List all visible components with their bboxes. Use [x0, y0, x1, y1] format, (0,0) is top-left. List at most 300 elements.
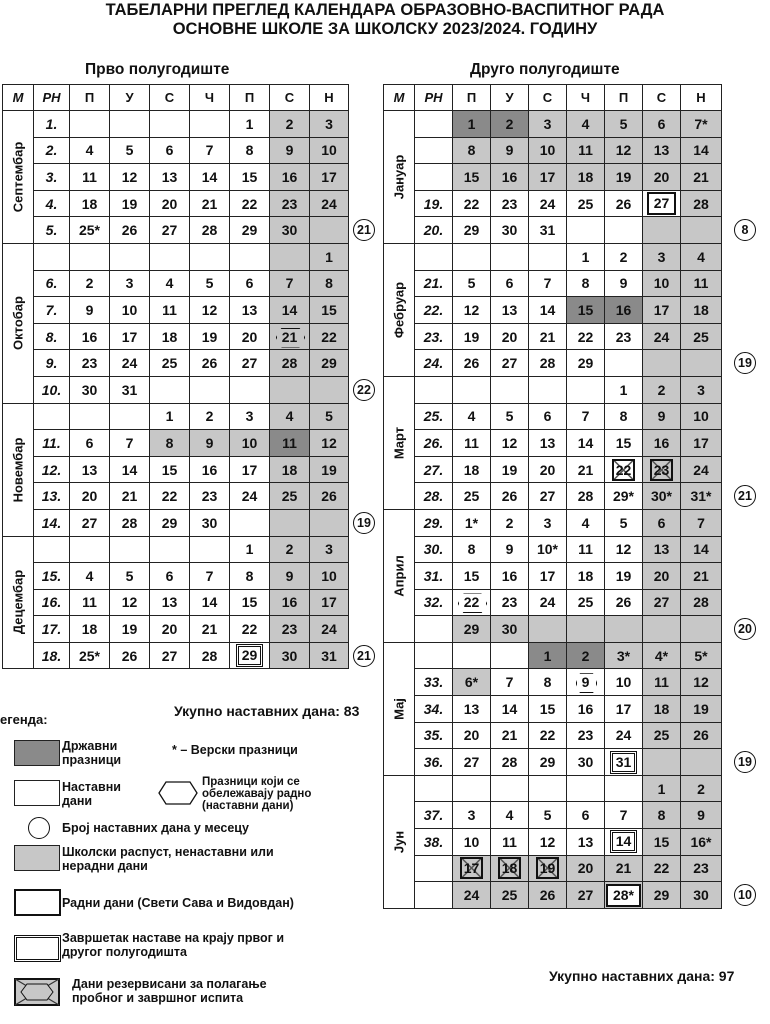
week-number: 24.	[415, 350, 453, 377]
month-cell	[384, 775, 415, 908]
day-cell	[567, 616, 605, 643]
day-number: 18	[498, 857, 522, 879]
day-cell: 8	[567, 270, 605, 297]
day-cell: 25	[453, 483, 491, 510]
day-cell: 11	[491, 829, 529, 856]
day-cell	[491, 855, 529, 882]
day-cell	[110, 536, 150, 563]
day-cell: 4	[70, 563, 110, 590]
day-cell: 30	[270, 642, 310, 669]
day-cell: 18	[643, 696, 681, 723]
day-cell: 12	[110, 589, 150, 616]
legend-exam-icon	[14, 978, 60, 1006]
week-number	[415, 137, 453, 164]
day-cell: 3	[529, 111, 567, 138]
day-cell: 19	[310, 456, 349, 483]
day-cell: 16	[190, 456, 230, 483]
legend-teaching-swatch	[14, 780, 60, 806]
day-cell: 25	[643, 722, 681, 749]
header-3: У	[491, 85, 529, 111]
week-number: 16.	[34, 589, 70, 616]
week-number: 11.	[34, 430, 70, 457]
week-number: 10.	[34, 376, 70, 403]
legend-circle-text: Број наставних дана у месецу	[62, 821, 249, 835]
day-cell: 26	[453, 350, 491, 377]
day-cell: 19	[681, 696, 722, 723]
day-cell: 26	[529, 882, 567, 909]
day-cell: 8	[529, 669, 567, 696]
day-cell: 1	[310, 243, 349, 270]
day-cell: 6	[70, 430, 110, 457]
day-cell: 26	[491, 483, 529, 510]
day-cell: 20	[529, 456, 567, 483]
day-cell: 22	[150, 483, 190, 510]
day-cell: 24	[230, 483, 270, 510]
day-cell: 4	[70, 137, 110, 164]
day-cell: 6	[491, 270, 529, 297]
week-number	[415, 775, 453, 802]
day-cell: 13	[643, 137, 681, 164]
day-number: 21	[276, 327, 304, 347]
day-cell: 1*	[453, 509, 491, 536]
day-cell: 18	[681, 297, 722, 324]
day-cell	[270, 243, 310, 270]
day-cell: 7	[567, 403, 605, 430]
day-cell: 29	[230, 217, 270, 244]
header-1: РН	[34, 85, 70, 111]
day-cell	[567, 376, 605, 403]
day-cell: 19	[110, 190, 150, 217]
header-8: Н	[681, 85, 722, 111]
day-cell: 10	[453, 829, 491, 856]
day-cell: 11	[453, 430, 491, 457]
day-cell: 22	[567, 323, 605, 350]
day-cell: 8	[643, 802, 681, 829]
month-cell	[384, 376, 415, 509]
day-cell: 2	[605, 243, 643, 270]
semester-2-total: Укупно наставних дана: 97	[549, 968, 735, 984]
day-cell: 23	[681, 855, 722, 882]
week-number: 21.	[415, 270, 453, 297]
day-cell: 13	[567, 829, 605, 856]
day-cell: 30	[70, 376, 110, 403]
header-8: Н	[310, 85, 349, 111]
day-number: 9	[576, 672, 596, 692]
day-cell: 23	[270, 190, 310, 217]
day-cell: 6	[529, 403, 567, 430]
page-title-line-1: ТАБЕЛАРНИ ПРЕГЛЕД КАЛЕНДАРА ОБРАЗОВНО-ВАСПИТНОГ РАДА	[105, 1, 665, 19]
day-cell	[230, 642, 270, 669]
day-cell: 19	[605, 164, 643, 191]
week-number: 25.	[415, 403, 453, 430]
day-cell: 20	[150, 190, 190, 217]
day-cell	[643, 456, 681, 483]
week-number: 1.	[34, 111, 70, 138]
day-cell: 17	[529, 164, 567, 191]
day-cell: 21	[681, 164, 722, 191]
day-cell: 1	[150, 403, 190, 430]
day-cell	[110, 243, 150, 270]
week-number	[34, 403, 70, 430]
month-cell	[3, 111, 34, 244]
day-cell: 30	[491, 616, 529, 643]
day-cell: 1	[605, 376, 643, 403]
day-cell: 8	[230, 563, 270, 590]
day-cell: 5	[605, 111, 643, 138]
day-cell: 25	[150, 350, 190, 377]
day-cell	[190, 536, 230, 563]
day-cell: 11	[567, 536, 605, 563]
week-number: 20.	[415, 217, 453, 244]
day-cell	[453, 642, 491, 669]
header-4: С	[529, 85, 567, 111]
day-cell: 8	[230, 137, 270, 164]
day-cell	[681, 350, 722, 377]
day-cell: 24	[110, 350, 150, 377]
week-number: 28.	[415, 483, 453, 510]
day-cell: 3	[110, 270, 150, 297]
day-cell: 28	[190, 642, 230, 669]
day-cell: 27	[150, 217, 190, 244]
day-cell: 21	[681, 563, 722, 590]
legend-workdays-swatch	[14, 889, 61, 916]
legend-hexagon-text: Празници који се обележавају радно (наставни дани)	[202, 776, 312, 812]
day-cell: 13	[150, 589, 190, 616]
week-number: 36.	[415, 749, 453, 776]
week-number: 30.	[415, 536, 453, 563]
day-cell: 22	[230, 190, 270, 217]
day-cell: 6	[150, 563, 190, 590]
header-6: П	[230, 85, 270, 111]
day-cell: 11	[270, 430, 310, 457]
day-cell: 29	[453, 616, 491, 643]
week-number	[415, 882, 453, 909]
week-number	[415, 243, 453, 270]
day-cell: 15	[230, 164, 270, 191]
day-cell: 29	[643, 882, 681, 909]
month-name: Мај	[391, 697, 407, 720]
day-cell: 30	[681, 882, 722, 909]
month-day-count: 21	[734, 485, 756, 507]
day-cell	[453, 855, 491, 882]
day-cell: 16	[270, 589, 310, 616]
day-cell: 4	[567, 509, 605, 536]
week-number: 12.	[34, 456, 70, 483]
day-cell: 25*	[70, 217, 110, 244]
day-cell	[230, 509, 270, 536]
day-cell: 11	[70, 589, 110, 616]
day-cell: 29*	[605, 483, 643, 510]
day-cell: 5	[491, 403, 529, 430]
day-cell	[453, 243, 491, 270]
header-2: П	[70, 85, 110, 111]
month-day-count: 20	[734, 618, 756, 640]
day-cell: 18	[567, 164, 605, 191]
day-cell: 5	[605, 509, 643, 536]
day-cell: 7	[529, 270, 567, 297]
week-number: 8.	[34, 323, 70, 350]
day-cell: 4	[150, 270, 190, 297]
day-cell: 14	[190, 589, 230, 616]
day-cell: 14	[190, 164, 230, 191]
day-cell: 12	[491, 430, 529, 457]
day-cell: 25	[567, 589, 605, 616]
day-cell: 16	[70, 323, 110, 350]
day-cell: 21	[605, 855, 643, 882]
month-cell	[3, 536, 34, 669]
day-cell: 7	[190, 137, 230, 164]
day-cell: 24	[453, 882, 491, 909]
day-cell: 12	[310, 430, 349, 457]
day-cell: 11	[70, 164, 110, 191]
day-cell: 24	[310, 190, 349, 217]
header-5: Ч	[190, 85, 230, 111]
day-cell: 9	[491, 536, 529, 563]
day-cell: 6	[643, 509, 681, 536]
day-cell	[70, 536, 110, 563]
month-day-count: 8	[734, 219, 756, 241]
month-day-count: 21	[353, 645, 375, 667]
day-cell: 1	[643, 775, 681, 802]
day-cell	[453, 589, 491, 616]
day-cell: 14	[681, 137, 722, 164]
day-cell: 17	[310, 164, 349, 191]
day-cell: 1	[230, 111, 270, 138]
day-cell: 3	[310, 536, 349, 563]
day-cell: 17	[529, 563, 567, 590]
day-cell: 8	[453, 536, 491, 563]
legend-holiday-swatch	[14, 845, 60, 871]
day-cell	[643, 616, 681, 643]
day-cell: 14	[529, 297, 567, 324]
day-cell: 2	[270, 536, 310, 563]
month-name: Октобар	[10, 296, 26, 351]
day-cell	[310, 376, 349, 403]
month-cell	[384, 509, 415, 642]
week-number: 15.	[34, 563, 70, 590]
month-cell	[384, 111, 415, 244]
day-cell: 13	[491, 297, 529, 324]
week-number: 13.	[34, 483, 70, 510]
day-cell: 2	[681, 775, 722, 802]
semester-2-calendar-table	[383, 84, 722, 909]
day-cell: 4	[491, 802, 529, 829]
day-cell: 19	[605, 563, 643, 590]
month-name: Јануар	[391, 154, 407, 200]
day-cell: 14	[110, 456, 150, 483]
day-cell: 2	[491, 111, 529, 138]
month-day-count: 21	[353, 219, 375, 241]
day-cell: 29	[453, 217, 491, 244]
day-cell: 10	[110, 297, 150, 324]
semester-1-total: Укупно наставних дана: 83	[174, 703, 360, 719]
day-cell: 24	[643, 323, 681, 350]
day-cell: 23	[605, 323, 643, 350]
day-cell: 5	[190, 270, 230, 297]
day-cell	[70, 243, 110, 270]
day-cell: 10	[643, 270, 681, 297]
day-cell: 27	[230, 350, 270, 377]
day-cell	[567, 217, 605, 244]
day-cell: 13	[150, 164, 190, 191]
day-cell: 15	[310, 297, 349, 324]
day-cell: 7	[681, 509, 722, 536]
day-cell: 30	[270, 217, 310, 244]
day-cell: 14	[567, 430, 605, 457]
day-cell: 3	[529, 509, 567, 536]
week-number: 33.	[415, 669, 453, 696]
month-cell	[384, 642, 415, 775]
day-cell: 5	[110, 137, 150, 164]
day-cell: 31*	[681, 483, 722, 510]
day-cell: 20	[150, 616, 190, 643]
day-cell	[270, 376, 310, 403]
day-cell	[270, 509, 310, 536]
day-number: 27	[647, 192, 677, 215]
day-cell: 12	[605, 536, 643, 563]
day-cell: 11	[567, 137, 605, 164]
day-cell	[605, 829, 643, 856]
week-number: 5.	[34, 217, 70, 244]
day-cell: 26	[190, 350, 230, 377]
day-cell: 23	[567, 722, 605, 749]
week-number: 18.	[34, 642, 70, 669]
day-cell: 11	[643, 669, 681, 696]
day-cell: 8	[150, 430, 190, 457]
day-cell: 27	[491, 350, 529, 377]
day-cell: 21	[190, 190, 230, 217]
day-cell: 20	[453, 722, 491, 749]
day-cell	[643, 749, 681, 776]
week-number: 22.	[415, 297, 453, 324]
day-cell	[190, 376, 230, 403]
day-cell: 20	[643, 563, 681, 590]
day-cell: 18	[453, 456, 491, 483]
day-cell: 6	[567, 802, 605, 829]
day-cell	[70, 111, 110, 138]
day-cell: 20	[567, 855, 605, 882]
legend-end-swatch	[14, 935, 61, 962]
day-cell	[453, 376, 491, 403]
week-number: 31.	[415, 563, 453, 590]
day-cell: 7	[190, 563, 230, 590]
day-cell: 17	[110, 323, 150, 350]
day-cell: 18	[70, 616, 110, 643]
day-cell: 3	[230, 403, 270, 430]
week-number: 32.	[415, 589, 453, 616]
day-cell: 6	[150, 137, 190, 164]
day-number: 31	[610, 751, 638, 774]
day-cell: 8	[310, 270, 349, 297]
day-cell: 11	[150, 297, 190, 324]
day-cell: 29	[150, 509, 190, 536]
day-cell: 5	[110, 563, 150, 590]
day-cell: 26	[110, 642, 150, 669]
day-cell	[605, 616, 643, 643]
week-number	[34, 243, 70, 270]
day-cell: 6	[230, 270, 270, 297]
day-cell: 15	[150, 456, 190, 483]
day-cell	[681, 616, 722, 643]
day-cell	[491, 376, 529, 403]
day-cell	[150, 376, 190, 403]
header-3: У	[110, 85, 150, 111]
day-cell: 6	[643, 111, 681, 138]
day-cell: 27	[643, 589, 681, 616]
semester-1-calendar-table	[2, 84, 349, 669]
week-number: 29.	[415, 509, 453, 536]
day-cell: 23	[270, 616, 310, 643]
day-cell: 10	[605, 669, 643, 696]
day-cell	[529, 775, 567, 802]
day-cell	[310, 509, 349, 536]
day-cell: 2	[567, 642, 605, 669]
legend-circle-icon	[28, 817, 50, 839]
day-cell: 9	[70, 297, 110, 324]
day-cell: 17	[681, 430, 722, 457]
week-number: 14.	[34, 509, 70, 536]
day-cell: 15	[453, 563, 491, 590]
day-cell: 21	[491, 722, 529, 749]
day-cell	[70, 403, 110, 430]
day-cell: 18	[270, 456, 310, 483]
day-cell	[681, 749, 722, 776]
day-cell: 9	[605, 270, 643, 297]
day-cell: 7	[491, 669, 529, 696]
day-cell: 31	[110, 376, 150, 403]
header-1: РН	[415, 85, 453, 111]
day-cell	[491, 642, 529, 669]
week-number: 23.	[415, 323, 453, 350]
header-4: С	[150, 85, 190, 111]
day-cell: 19	[453, 323, 491, 350]
day-cell: 10*	[529, 536, 567, 563]
day-cell: 3	[643, 243, 681, 270]
week-number	[34, 536, 70, 563]
day-cell	[529, 855, 567, 882]
day-cell: 25	[567, 190, 605, 217]
day-cell: 7*	[681, 111, 722, 138]
day-cell: 29	[310, 350, 349, 377]
day-cell	[567, 669, 605, 696]
day-cell: 15	[643, 829, 681, 856]
day-cell: 12	[529, 829, 567, 856]
day-cell: 28	[110, 509, 150, 536]
day-cell: 3	[681, 376, 722, 403]
day-cell: 31	[529, 217, 567, 244]
month-day-count: 19	[353, 512, 375, 534]
month-day-count: 10	[734, 884, 756, 906]
week-number: 7.	[34, 297, 70, 324]
day-cell	[150, 536, 190, 563]
week-number: 27.	[415, 456, 453, 483]
day-number: 22	[458, 592, 486, 612]
day-cell: 22	[643, 855, 681, 882]
day-cell: 30	[491, 217, 529, 244]
day-cell: 24	[605, 722, 643, 749]
day-cell: 19	[491, 456, 529, 483]
day-cell: 28	[190, 217, 230, 244]
day-cell	[491, 775, 529, 802]
week-number	[415, 164, 453, 191]
day-cell: 30	[190, 509, 230, 536]
day-cell: 13	[643, 536, 681, 563]
day-cell: 8	[453, 137, 491, 164]
day-cell: 17	[310, 589, 349, 616]
header-0: М	[384, 85, 415, 111]
day-cell: 26	[605, 190, 643, 217]
day-number: 28*	[606, 884, 641, 907]
